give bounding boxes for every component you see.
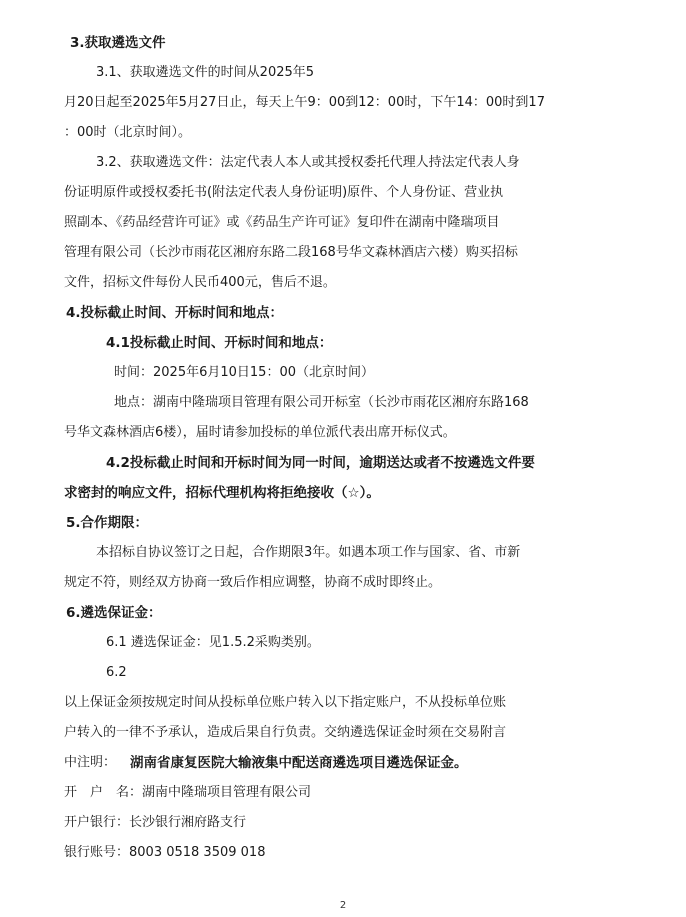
bid-opening-location-line-2: 号华文森林酒店6楼），届时请参加投标的单位派代表出席开标仪式。 <box>64 425 456 440</box>
account-bank: 开户银行：长沙银行湘府路支行 <box>64 815 247 830</box>
paragraph-3-2-line-3: 照副本、《药品经营许可证》或《药品生产许可证》复印件在湖南中隆瑞项目 <box>64 215 500 230</box>
paragraph-3-2-line-1: 3.2、获取遴选文件：法定代表人本人或其授权委托代理人持法定代表人身 <box>96 155 520 170</box>
section-4-2-line-2: 求密封的响应文件，招标代理机构将拒绝接收（☆）。 <box>64 485 380 501</box>
deposit-paragraph-line-2: 户转入的一律不予承认，造成后果自行负责。交纳遴选保证金时须在交易附言 <box>64 725 507 740</box>
deposit-paragraph-line-3-prefix: 中注明： <box>64 755 117 770</box>
account-name: 开 户 名：湖南中隆瑞项目管理有限公司 <box>64 785 312 800</box>
paragraph-3-2-line-4: 管理有限公司（长沙市雨花区湘府东路二段168号华文森林酒店六楼）购买招标 <box>64 245 518 260</box>
paragraph-3-2-line-5: 文件，招标文件每份人民币400元，售后不退。 <box>64 275 336 290</box>
cooperation-term-line-1: 本招标自协议签订之日起，合作期限3年。如遇本项工作与国家、省、市新 <box>96 545 521 560</box>
section-3-heading: 3.获取遴选文件 <box>70 35 166 51</box>
paragraph-3-1-line-1: 3.1、获取遴选文件的时间从2025年5 <box>96 65 315 80</box>
account-number: 银行账号：8003 0518 3509 018 <box>64 845 266 860</box>
section-6-2-label: 6.2 <box>106 665 127 680</box>
paragraph-3-1-line-2: 月20日起至2025年5月27日止，每天上午9：00到12：00时，下午14：00时到17 <box>64 95 545 110</box>
bid-opening-location-line-1: 地点：湖南中隆瑞项目管理有限公司开标室（长沙市雨花区湘府东路168 <box>114 395 529 410</box>
paragraph-3-1-line-3: ：00时（北京时间）。 <box>64 125 192 140</box>
section-5-heading: 5.合作期限： <box>66 515 149 531</box>
cooperation-term-line-2: 规定不符，则经双方协商一致后作相应调整，协商不成时即终止。 <box>64 575 442 590</box>
section-6-heading: 6.遴选保证金： <box>66 605 162 621</box>
paragraph-3-2-line-2: 份证明原件或授权委托书(附法定代表人身份证明)原件、个人身份证、营业执 <box>64 185 504 200</box>
deposit-remark-text: 湖南省康复医院大输液集中配送商遴选项目遴选保证金。 <box>130 755 468 771</box>
section-4-heading: 4.投标截止时间、开标时间和地点： <box>66 305 284 321</box>
page-number: 2 <box>339 900 347 911</box>
deposit-paragraph-line-1: 以上保证金须按规定时间从投标单位账户转入以下指定账户，不从投标单位账 <box>64 695 507 710</box>
section-6-1: 6.1 遴选保证金：见1.5.2采购类别。 <box>106 635 320 650</box>
section-4-2-line-1: 4.2投标截止时间和开标时间为同一时间，逾期送达或者不按遴选文件要 <box>106 455 535 471</box>
section-4-1-heading: 4.1投标截止时间、开标时间和地点： <box>106 335 333 351</box>
bid-deadline-time: 时间：2025年6月10日15：00（北京时间） <box>114 365 374 380</box>
